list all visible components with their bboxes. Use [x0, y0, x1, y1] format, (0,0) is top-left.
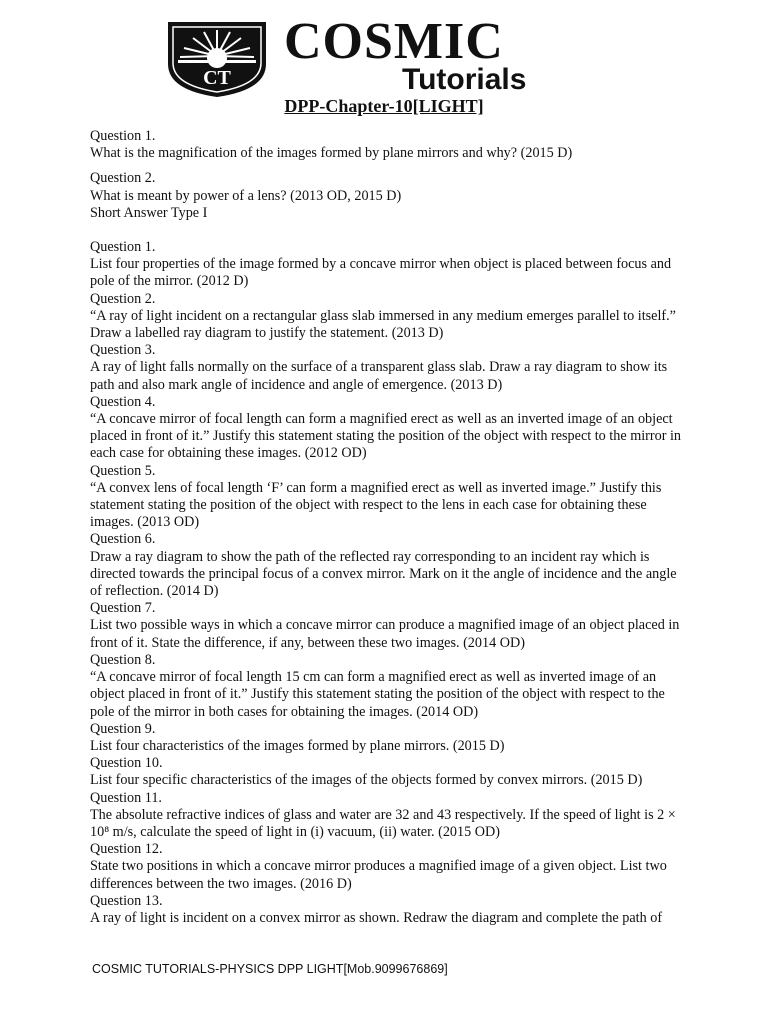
- question-text: “A ray of light incident on a rectangular glass slab immersed in any medium emerges parallel to itself.” Draw a labelled ray diagram to justify the statement. (2013 D): [90, 307, 676, 342]
- question-label: Question 3.: [90, 342, 156, 359]
- question-label: Question 6.: [90, 531, 156, 548]
- question-label: Question 2.: [90, 290, 156, 307]
- question-label: Question 11.: [90, 789, 162, 806]
- question-label: Question 8.: [90, 651, 156, 668]
- question-text: List four properties of the image formed by a concave mirror when object is placed between focus and pole of the mirror. (2012 D): [90, 256, 672, 290]
- logo-letters: CT: [203, 67, 231, 89]
- question-text: State two positions in which a concave mirror produces a magnified image of a given object. List two differences between the two images. (2016 D): [90, 858, 667, 892]
- brand-logo: [166, 14, 576, 96]
- question-label: Question 9.: [90, 720, 156, 737]
- question-text: What is the magnification of the images formed by plane mirrors and why? (2015 D): [90, 145, 573, 162]
- question-label: Question 10.: [90, 755, 163, 772]
- question-label: Question 2.: [90, 170, 156, 187]
- sunburst-shield-icon: [166, 20, 268, 98]
- question-list: [90, 128, 682, 927]
- question-text: “A concave mirror of focal length 15 cm can form a magnified erect as well as inverted image of an object placed in front of it.” Justify this statement stating the position of the object with respect to the pole of the mirror in both cases for obtaining the images. (2014 OD): [90, 669, 665, 720]
- question-label: Question 5.: [90, 462, 156, 479]
- question-label: Question 12.: [90, 841, 163, 858]
- question-label: Question 13.: [90, 892, 163, 909]
- question-text: What is meant by power of a lens? (2013 OD, 2015 D): [90, 187, 402, 204]
- question-text: List two possible ways in which a concave mirror can produce a magnified image of an object placed in front of it. State the difference, if any, between these two images. (2014 OD): [90, 617, 680, 651]
- question-label: Question 7.: [90, 600, 156, 617]
- question-text: “A convex lens of focal length ‘F’ can form a magnified erect as well as inverted image.” Justify this statement stating the position of the object with respect to the lens in each case for obtaining these images. (2013 OD): [90, 479, 662, 531]
- question-text: List four characteristics of the images formed by plane mirrors. (2015 D): [90, 737, 505, 754]
- question-label: Question 1.: [90, 128, 156, 144]
- brand-name: COSMIC: [284, 13, 504, 70]
- brand-subtitle: Tutorials: [402, 63, 527, 96]
- question-text: The absolute refractive indices of glass and water are 32 and 43 respectively. If the speed of light is 2 × 10⁸ m/s, calculate the speed of light in (i) vacuum, (ii) water. (2015 OD): [90, 806, 676, 840]
- question-label: Question 1.: [90, 239, 156, 256]
- question-text: List four specific characteristics of the images of the objects formed by convex mirrors. (2015 D): [90, 772, 643, 789]
- question-label: Question 4.: [90, 393, 156, 410]
- question-text: A ray of light falls normally on the surface of a transparent glass slab. Draw a ray diagram to show its path and also mark angle of incidence and angle of emergence. (2013 D): [90, 359, 668, 393]
- question-text: “A concave mirror of focal length can form a magnified erect as well as an inverted image of an object placed in front of it.” Justify this statement stating the position of the object with respect to the mirror in each case for obtaining these images. (2012 OD): [90, 411, 682, 462]
- question-text: A ray of light is incident on a convex mirror as shown. Redraw the diagram and complete the path of: [90, 909, 663, 926]
- question-text: Draw a ray diagram to show the path of the reflected ray corresponding to an incident ray which is directed towards the principal focus of a convex mirror. Mark on it the angle of incidence and the angle of reflection. (2014 D): [90, 548, 677, 600]
- section-heading: Short Answer Type I: [90, 204, 208, 221]
- page-title: DPP-Chapter-10[LIGHT]: [284, 96, 484, 116]
- page-footer: COSMIC TUTORIALS-PHYSICS DPP LIGHT[Mob.9099676869]: [92, 962, 448, 976]
